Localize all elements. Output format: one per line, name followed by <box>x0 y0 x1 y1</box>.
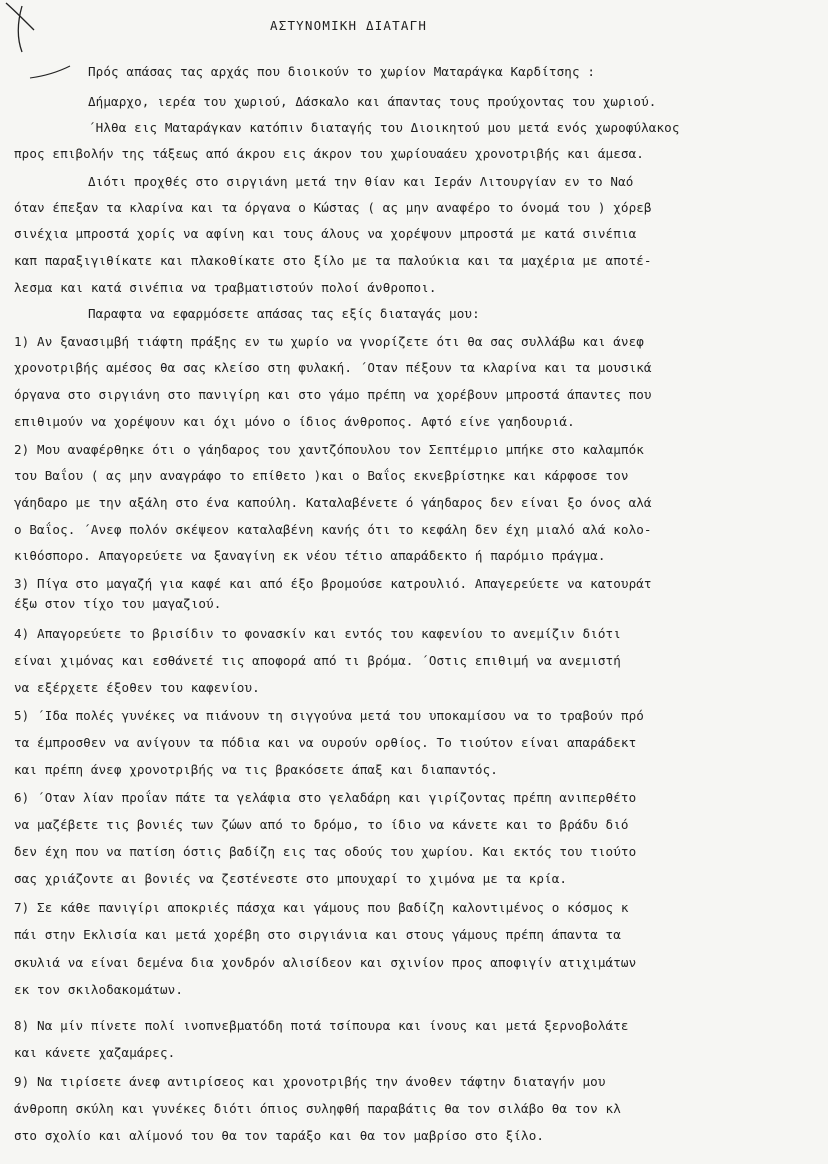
text-line: σκυλιά να είναι δεμένα δια χονδρόν αλισίδεον και σχινίον προς αποφιγίν ατιχιμάτων <box>14 955 637 970</box>
text-line: όταν έπεξαν τα κλαρίνα και τα όργανα ο Κώστας ( ας μην αναφέρο το όνομά του ) χόρεβ <box>14 200 652 215</box>
text-line: 4) Απαγορεύετε το βρισίδιν το φονασκίν και εντός του καφενίου το ανεμίζιν διότι <box>14 626 621 641</box>
text-line: ο Βαΐος. ΄Ανεφ πολόν σκέψεον καταλαβένη κανής ότι το κεφάλη δεν έχη μιαλό αλά κολο- <box>14 522 652 537</box>
text-line: 2) Μου αναφέρθηκε ότι ο γάηδαρος του χαντζόπουλου τον Σεπτέμριο μπήκε στο καλαμπόκ <box>14 442 644 457</box>
text-line: επιθιμούν να χορέψουν και όχι μόνο ο ίδιος άνθροπος. Αφτό είνε γαηδουριά. <box>14 414 575 429</box>
text-line: του Βαΐου ( ας μην αναγράφο το επίθετο )και ο Βαΐος εκνεβρίστηκε και κάρφοσε τον <box>14 468 629 483</box>
text-line: πάι στην Εκλισία και μετά χορέβη στο σιργιάνια και στους γάμους πρέπη άπαντα τα <box>14 927 621 942</box>
text-line: άνθροπη σκύλη και γυνέκες διότι όπιος συληφθή παραβάτις θα τον σιλάβο θα τον κλ <box>14 1101 621 1116</box>
text-line: έξω στον τίχο του μαγαζιού. <box>14 596 222 611</box>
text-line: σινέχια μπροστά χορίς να αφίνη και τους άλους να χορέψουν μπροστά με κατά σινέπια <box>14 226 637 241</box>
text-line: 6) ΄Οταν λίαν προΐαν πάτε τα γελάφια στο γελαδάρη και γιρίζοντας πρέπη ανιπερθέτο <box>14 790 637 805</box>
text-line: ΄Ηλθα εις Ματαράγκαν κατόπιν διαταγής του Διοικητού μου μετά ενός χωροφύλακος <box>88 120 680 135</box>
text-line: στο σχολίο και αλίμονό του θα τον ταράξο και θα τον μαβρίσο στο ξίλο. <box>14 1128 545 1143</box>
pen-scribble-mark <box>0 0 100 100</box>
text-line: εκ τον σκιλοδακομάτων. <box>14 982 184 997</box>
text-line: και πρέπη άνεφ χρονοτριβής να τις βρακόσετε άπαξ και διαπαντός. <box>14 762 498 777</box>
text-line: 5) ΄Ιδα πολές γυνέκες να πιάνουν τη σιγγούνα μετά του υποκαμίσου να το τραβούν πρό <box>14 708 644 723</box>
text-line: καπ παραξιγιθίκατε και πλακοθίκατε στο ξίλο με τα παλούκια και τα μαχέρια με αποτέ- <box>14 253 652 268</box>
text-line: λεσμα και κατά σινέπια να τραβματιστούν πολοί άνθροποι. <box>14 280 437 295</box>
text-line: 8) Να μίν πίνετε πολί ινοπνεβματόδη ποτά τσίπουρα και ίνους και μετά ξερνοβολάτε <box>14 1018 629 1033</box>
text-line: τα έμπροσθεν να ανίγουν τα πόδια και να ουρούν ορθίος. Το τιούτον είναι απαράδεκτ <box>14 735 637 750</box>
text-line: 1) Αν ξανασιμβή τιάφτη πράξης εν τω χωρίο να γνορίζετε ότι θα σας συλλάβω και άνεφ <box>14 334 644 349</box>
text-line: προς επιβολήν της τάξεως από άκρου εις άκρον του χωρίουαάευ χρονοτριβής και άμεσα. <box>14 146 644 161</box>
text-line: και κάνετε χαζαμάρες. <box>14 1045 176 1060</box>
text-line: σας χριάζοντε αι βονιές να ζεστένεστε στο μπουχαρί το χιμόνα με τα κρία. <box>14 871 568 886</box>
text-line: Διότι προχθές στο σιργιάνη μετά την θίαν και Ιεράν Λιτουργίαν εν το Ναό <box>88 174 634 189</box>
text-line: κιθόσπορο. Απαγορεύετε να ξαναγίνη εκ νέου τέτιο απαράδεκτο ή παρόμιο πράγμα. <box>14 548 606 563</box>
text-line: γάηδαρο με την αξάλη στο ένα καπούλη. Καταλαβένετε ό γάηδαρος δεν είναι ξο όνος αλά <box>14 495 652 510</box>
text-line: δεν έχη που να πατίση όστις βαδίζη εις τας οδούς του χωρίου. Και εκτός του τιούτο <box>14 844 637 859</box>
document-title: ΑΣΤΥΝΟΜΙΚΗ ΔΙΑΤΑΓΗ <box>270 18 428 33</box>
text-line: είναι χιμόνας και εσθάνετέ τις αποφορά από τι βρόμα. ΄Οστις επιθιμή να ανεμιστή <box>14 653 621 668</box>
text-line: Παραφτα να εφαρμόσετε απάσας τας εξίς διαταγάς μου: <box>88 306 480 321</box>
text-line: 7) Σε κάθε πανιγίρι αποκριές πάσχα και γάμους που βαδίζη καλοντιμένος ο κόσμος κ <box>14 900 629 915</box>
text-line: Δήμαρχο, ιερέα του χωριού, Δάσκαλο και άπαντας τους προύχοντας του χωριού. <box>88 94 657 109</box>
text-line: 3) Πίγα στο μαγαζή για καφέ και από έξο βρομούσε κατρουλιό. Απαγερεύετε να κατουράτ <box>14 576 652 591</box>
text-line: όργανα στο σιργιάνη στο πανιγίρη και στο γάμο πρέπη να χορέβουν μπροστά άπαντες που <box>14 387 652 402</box>
text-line: να μαζέβετε τις βονιές των ζώων από το δρόμο, το ίδιο να κάνετε και το βράδυ διό <box>14 817 629 832</box>
text-line: 9) Να τιρίσετε άνεφ αντιρίσεος και χρονοτριβής την άνοθεν τάφτην διαταγήν μου <box>14 1074 606 1089</box>
text-line: χρονοτριβής αμέσος θα σας κλείσο στη φυλακή. ΄Οταν πέξουν τα κλαρίνα και τα μουσικά <box>14 360 652 375</box>
text-line: να εξέρχετε έξοθεν του καφενίου. <box>14 680 260 695</box>
text-line: Πρός απάσας τας αρχάς που διοικούν το χωρίον Ματαράγκα Καρδίτσης : <box>88 64 596 79</box>
